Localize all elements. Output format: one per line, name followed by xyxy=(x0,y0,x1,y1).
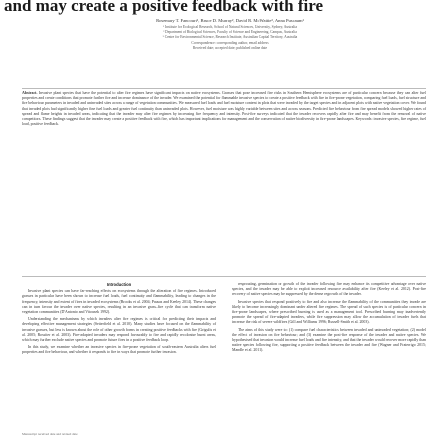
section-heading: Introduction xyxy=(106,282,132,287)
abstract xyxy=(22,91,426,127)
abstract-bottom-rule xyxy=(22,276,426,277)
body-paragraph: resprouting, germination or growth of the invader following fire may enhance its competitive advantage over native species, and the invader may be able to exploit increased resource availability after fire (Keeley et al. 2012). Post-fire recovery of native species may be suppressed by the dense regrowth of the invader. xyxy=(232,282,426,297)
abstract-label: Abstract. xyxy=(22,91,38,95)
paper-title: and may create a positive feedback with fire xyxy=(4,0,324,15)
abstract-top-rule xyxy=(22,88,426,89)
body-paragraph: In this study, we examine whether an invasive species in fire-prone vegetation of south-eastern Australia alters fuel properties and fire behaviour, and whether it responds to fire in ways that promote further invasion. xyxy=(22,345,216,355)
affiliation-line: ² Department of Biological Sciences, Faculty of Science and Engineering, Campus, Australia xyxy=(163,30,297,35)
affiliation-line: ¹ Institute for Ecological Research, School of Natural Sciences, University, Sydney, Australia xyxy=(163,25,297,29)
abstract-text: Invasive plant species that have the potential to alter fire regimes have significant impacts on native ecosystems. Grasses that pose increased fire risks in Southern Hemisphere ecosystems are of particular concern because they can alter fuel properties and create conditions that promote further fire and increase dominance of the invader. We examined the potential for flammable invasive species to create a positive feedback with fire in fire-prone vegetation, comparing fuel loads, fuel structure and fire behaviour parameters in invaded and uninvaded sites across a range of vegetation communities. We measured fuel loads and fuel moisture content in plots that were invaded by the target species and in adjacent plots with native vegetation cover. We found that invaded plots had significantly higher fine fuel loads and greater fuel continuity than uninvaded plots. However, fuel moisture was highly variable between sites and across seasons. Predicted fire behaviour from fire spread models showed higher rates of spread and flame heights in invaded areas, indicating that the invader may alter fire regimes by increasing fire frequency and intensity. Post-fire surveys indicated that the invader recovers rapidly after fire and may benefit from the removal of native competitors. These findings suggest that the invader may create a positive feedback with fire, which has important implications for management and the conservation of native biodiversity in fire-prone landscapes. Keywords: invasive species, fire regime, fuel load, positive feedback. xyxy=(22,91,426,127)
left-column xyxy=(22,282,216,358)
manuscript-footnote: Manuscript received date and revised date xyxy=(22,432,78,436)
body-paragraph: Invasive plant species can have far-reaching effects on ecosystems through the alteration of fire regimes. Introduced grasses in particular have been shown to increase fuel loads, fuel continuity and flammability, leading to changes in the frequency, intensity and extent of fires in invaded ecosystems (Brooks et al. 2004; Pausas and Keeley 2014). These changes can in turn favour the invader over native species, resulting in an invasive grass–fire cycle that can transform native vegetation communities (D'Antonio and Vitousek 1992). xyxy=(22,289,216,315)
body-paragraph: The aims of this study were to: (1) compare fuel characteristics between invaded and uninvaded vegetation; (2) model the effect of invasion on fire behaviour; and (3) examine the post-fire response of the invader and native species. We hypothesised that invasion would increase fuel loads and fire intensity, and that the invader would recover more rapidly than native species following fire, supporting a positive feedback between the invader and fire (Wagner and Fraterrigo 2015; Mandle et al. 2011). xyxy=(232,327,426,353)
author-list: Rosemary T. Fancourt¹, Bruce D. Murray², David R. McWattie³, Anna Puscaum¹ xyxy=(156,18,304,23)
right-column xyxy=(232,282,426,356)
affiliations xyxy=(30,25,430,51)
dates-line: Received date; accepted date; published online date xyxy=(192,45,268,50)
body-paragraph: Understanding the mechanisms by which invaders alter fire regimes is critical for predicting their impacts and developing effective management strategies (Setterfield et al. 2010). Many studies have focused on the flammability of invasive grasses, but less is known about the role of other growth forms in creating positive feedbacks with fire (Grigulis et al. 2005; Rossiter et al. 2003). Fire-adapted invaders may respond favourably to fire and rapidly recolonise burnt areas, which may further exclude native species and promote future fires in a positive feedback loop. xyxy=(22,317,216,343)
body-paragraph: Invasive species that respond positively to fire and also increase the flammability of the communities they invade are likely to become increasingly dominant under altered fire regimes. The spread of such species is of particular concern in fire-prone landscapes, where prescribed burning is used as a management tool. Prescribed burning may inadvertently promote the spread of fire-adapted invaders, while fire suppression may allow the accumulation of invader fuels that increase the risk of severe wildfires (Gill and Williams 1996; Russell-Smith et al. 2003). xyxy=(232,299,426,325)
correspondence-line: Correspondence: corresponding author, email address xyxy=(191,40,269,45)
affiliation-line: ³ Centre for Environmental Science, Research Institute, Australian Capital Territory, Australia xyxy=(162,35,298,40)
